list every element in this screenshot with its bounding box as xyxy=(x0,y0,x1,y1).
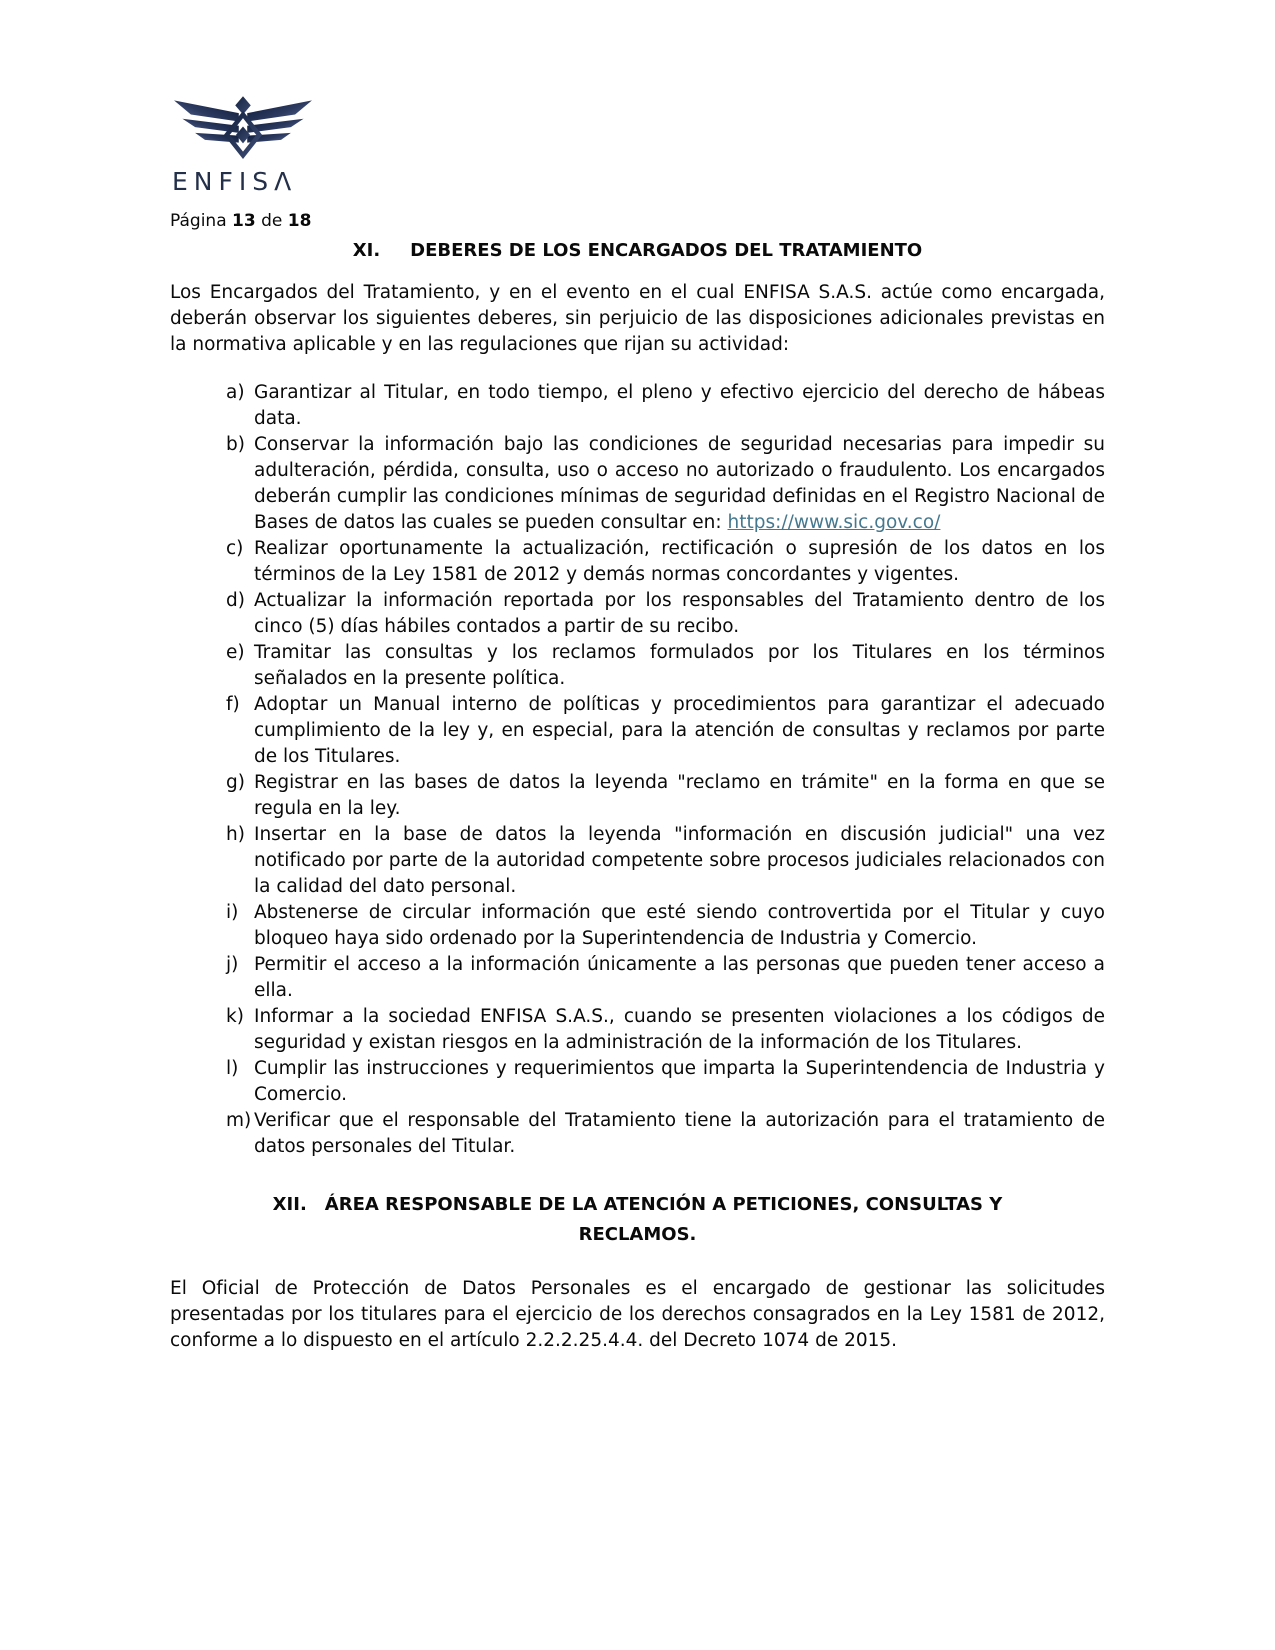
page-of-label: de xyxy=(261,211,283,231)
section-xi-title: DEBERES DE LOS ENCARGADOS DEL TRATAMIENTO xyxy=(410,240,923,261)
list-item-i xyxy=(226,900,1105,952)
list-item-label: b) xyxy=(226,434,245,455)
enfisa-logo-text: ENFISΛ xyxy=(172,167,298,196)
list-item-d xyxy=(226,588,1105,640)
list-item-g xyxy=(226,770,1105,822)
page-number-line xyxy=(170,210,1105,232)
list-item-b xyxy=(226,432,1105,536)
list-item-text: Realizar oportunamente la actualización, rectificación o supresión de los datos en los términos de la Ley 1581 de 2012 y demás normas concordantes y vigentes. xyxy=(254,538,1105,585)
section-xi-number: XI. xyxy=(352,240,381,261)
list-item-m xyxy=(226,1108,1105,1160)
enfisa-logo xyxy=(170,96,320,196)
list-item-f xyxy=(226,692,1105,770)
list-item-label: i) xyxy=(226,902,239,923)
list-item-text: Insertar en la base de datos la leyenda "información en discusión judicial" una vez notificado por parte de la autoridad competente sobre procesos judiciales relacionados con la calidad del dato personal. xyxy=(254,824,1105,897)
list-item-text: Abstenerse de circular información que esté siendo controvertida por el Titular y cuyo bloqueo haya sido ordenado por la Superintendencia de Industria y Comercio. xyxy=(254,902,1105,949)
list-item-text: Verificar que el responsable del Tratamiento tiene la autorización para el tratamiento de datos personales del Titular. xyxy=(254,1110,1105,1157)
section-xii-title: ÁREA RESPONSABLE DE LA ATENCIÓN A PETICIONES, CONSULTAS Y RECLAMOS. xyxy=(324,1194,1003,1245)
list-item-text: Informar a la sociedad ENFISA S.A.S., cuando se presenten violaciones a los códigos de seguridad y existan riesgos en la administración de la información de los Titulares. xyxy=(254,1006,1105,1053)
list-item-e xyxy=(226,640,1105,692)
duties-list xyxy=(170,380,1105,1160)
section-xii-number: XII. xyxy=(272,1194,307,1215)
list-item-l xyxy=(226,1056,1105,1108)
list-item-text: Actualizar la información reportada por los responsables del Tratamiento dentro de los cinco (5) días hábiles contados a partir de su recibo. xyxy=(254,590,1105,637)
list-item-text: Tramitar las consultas y los reclamos formulados por los Titulares en los términos señalados en la presente política. xyxy=(254,642,1105,689)
list-item-a xyxy=(226,380,1105,432)
list-item-h xyxy=(226,822,1105,900)
list-item-text: Permitir el acceso a la información únicamente a las personas que pueden tener acceso a ella. xyxy=(254,954,1105,1001)
list-item-text: Garantizar al Titular, en todo tiempo, el pleno y efectivo ejercicio del derecho de hábeas data. xyxy=(254,382,1105,429)
page-number: 13 xyxy=(232,211,256,231)
list-item-label: d) xyxy=(226,590,245,611)
list-item-text xyxy=(254,432,1105,536)
list-item-text: Registrar en las bases de datos la leyenda "reclamo en trámite" en la forma en que se regula en la ley. xyxy=(254,772,1105,819)
list-item-label: g) xyxy=(226,772,245,793)
section-xii-body: El Oficial de Protección de Datos Personales es el encargado de gestionar las solicitudes presentadas por los titulares para el ejercicio de los derechos consagrados en la Ley 1581 de 2012, conforme a lo dispuesto en el artículo 2.2.2.25.4.4. del Decreto 1074 de 2015. xyxy=(170,1278,1105,1351)
list-item-j xyxy=(226,952,1105,1004)
list-item-text-before-link: Conservar la información bajo las condiciones de seguridad necesarias para impedir su adulteración, pérdida, consulta, uso o acceso no autorizado o fraudulento. Los encargados deberán cumplir las condiciones mínimas de seguridad definidas en el Registro Nacional de Bases de datos las cuales se pueden consultar en: xyxy=(254,434,1105,533)
list-item-label: m) xyxy=(226,1110,252,1131)
enfisa-wings-icon xyxy=(174,96,312,164)
list-item-label: h) xyxy=(226,824,245,845)
list-item-c xyxy=(226,536,1105,588)
sic-gov-link[interactable]: https://www.sic.gov.co/ xyxy=(727,512,941,533)
section-xi-intro: Los Encargados del Tratamiento, y en el evento en el cual ENFISA S.A.S. actúe como encargada, deberán observar los siguientes deberes, sin perjuicio de las disposiciones adicionales previstas en la normativa aplicable y en las regulaciones que rijan su actividad: xyxy=(170,282,1105,355)
list-item-label: a) xyxy=(226,382,245,403)
list-item-label: e) xyxy=(226,642,245,663)
page-total: 18 xyxy=(287,211,312,231)
section-xii-heading xyxy=(248,1190,1028,1250)
list-item-k xyxy=(226,1004,1105,1056)
list-item-label: l) xyxy=(226,1058,239,1079)
list-item-label: j) xyxy=(226,954,239,975)
list-item-text: Cumplir las instrucciones y requerimientos que imparta la Superintendencia de Industria y Comercio. xyxy=(254,1058,1105,1105)
list-item-label: c) xyxy=(226,538,244,559)
page-label: Página xyxy=(170,211,227,231)
list-item-label: k) xyxy=(226,1006,244,1027)
section-xi-heading xyxy=(170,238,1105,264)
list-item-label: f) xyxy=(226,694,240,715)
list-item-text: Adoptar un Manual interno de políticas y procedimientos para garantizar el adecuado cumplimiento de la ley y, en especial, para la atención de consultas y reclamos por parte de los Titulares. xyxy=(254,694,1105,767)
